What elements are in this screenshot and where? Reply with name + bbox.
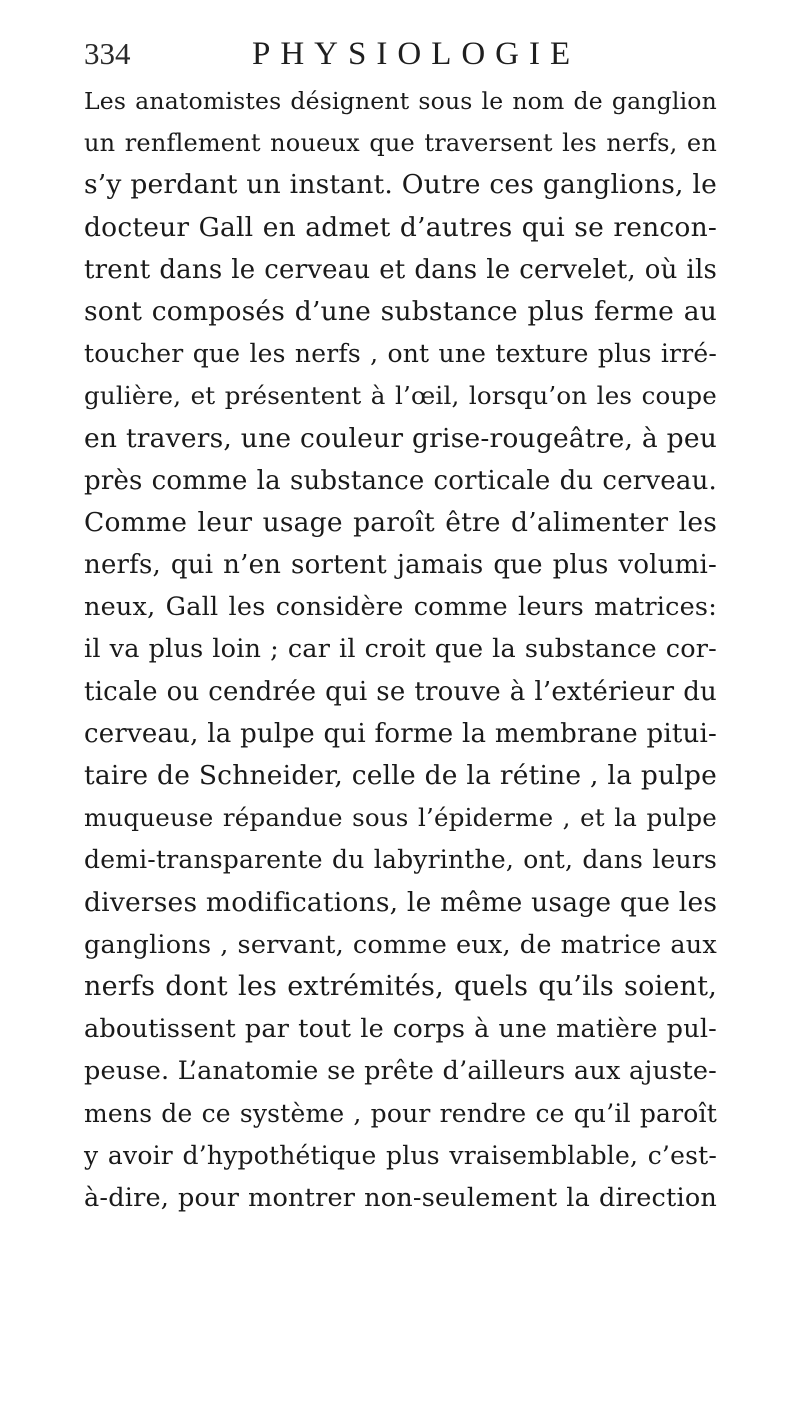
text-line: gulière, et présentent à l’œil, lorsqu’on les coupe (84, 381, 717, 411)
text-line: y avoir d’hypothétique plus vraisemblable, c’est- (84, 1140, 717, 1170)
text-line: diverses modifications, le même usage que les (84, 886, 718, 918)
text-line: à-dire, pour montrer non-seulement la direction (84, 1182, 717, 1213)
body-text (84, 80, 717, 1219)
text-line: aboutissent par tout le corps à une matière pul- (84, 1014, 717, 1045)
text-line: il va plus loin ; car il croit que la substance cor- (84, 634, 717, 665)
text-line: docteur Gall en admet d’autres qui se rencon- (84, 211, 717, 243)
text-line: toucher que les nerfs , ont une texture plus irré- (84, 339, 717, 369)
text-line: mens de ce système , pour rendre ce qu’il paroît (84, 1098, 717, 1128)
text-line: Comme leur usage paroît être d’alimenter les (84, 506, 717, 538)
text-line: nerfs dont les extrémités, quels qu’ils soient, (84, 970, 717, 1002)
text-line: cerveau, la pulpe qui forme la membrane pitui- (84, 718, 717, 749)
text-line: s’y perdant un instant. Outre ces ganglions, le (84, 169, 717, 201)
running-head: PHYSIOLOGIE (252, 36, 581, 72)
text-line: un renflement noueux que traversent les nerfs, en (84, 129, 717, 158)
text-line: neux, Gall les considère comme leurs matrices: (84, 592, 717, 623)
text-line: Les anatomistes désignent sous le nom de ganglion (84, 87, 717, 115)
text-line: près comme la substance corticale du cerveau. (84, 465, 717, 496)
text-line: ganglions , servant, comme eux, de matrice aux (84, 929, 717, 960)
text-line: en travers, une couleur grise-rougeâtre, à peu (84, 422, 717, 454)
text-line: peuse. L’anatomie se prête d’ailleurs aux ajuste- (84, 1056, 717, 1087)
text-line: demi-transparente du labyrinthe, ont, dans leurs (84, 845, 717, 875)
text-line: nerfs, qui n’en sortent jamais que plus volumi- (84, 550, 717, 581)
text-line: taire de Schneider, celle de la rétine , la pulpe (84, 760, 717, 791)
page-header (84, 32, 724, 76)
text-line: muqueuse répandue sous l’épiderme , et la pulpe (84, 803, 717, 833)
text-line: trent dans le cerveau et dans le cervelet, où ils (84, 254, 717, 285)
page-number: 334 (84, 36, 131, 71)
text-line: ticale ou cendrée qui se trouve à l’extérieur du (84, 676, 717, 707)
text-line: sont composés d’une substance plus ferme au (84, 295, 717, 327)
